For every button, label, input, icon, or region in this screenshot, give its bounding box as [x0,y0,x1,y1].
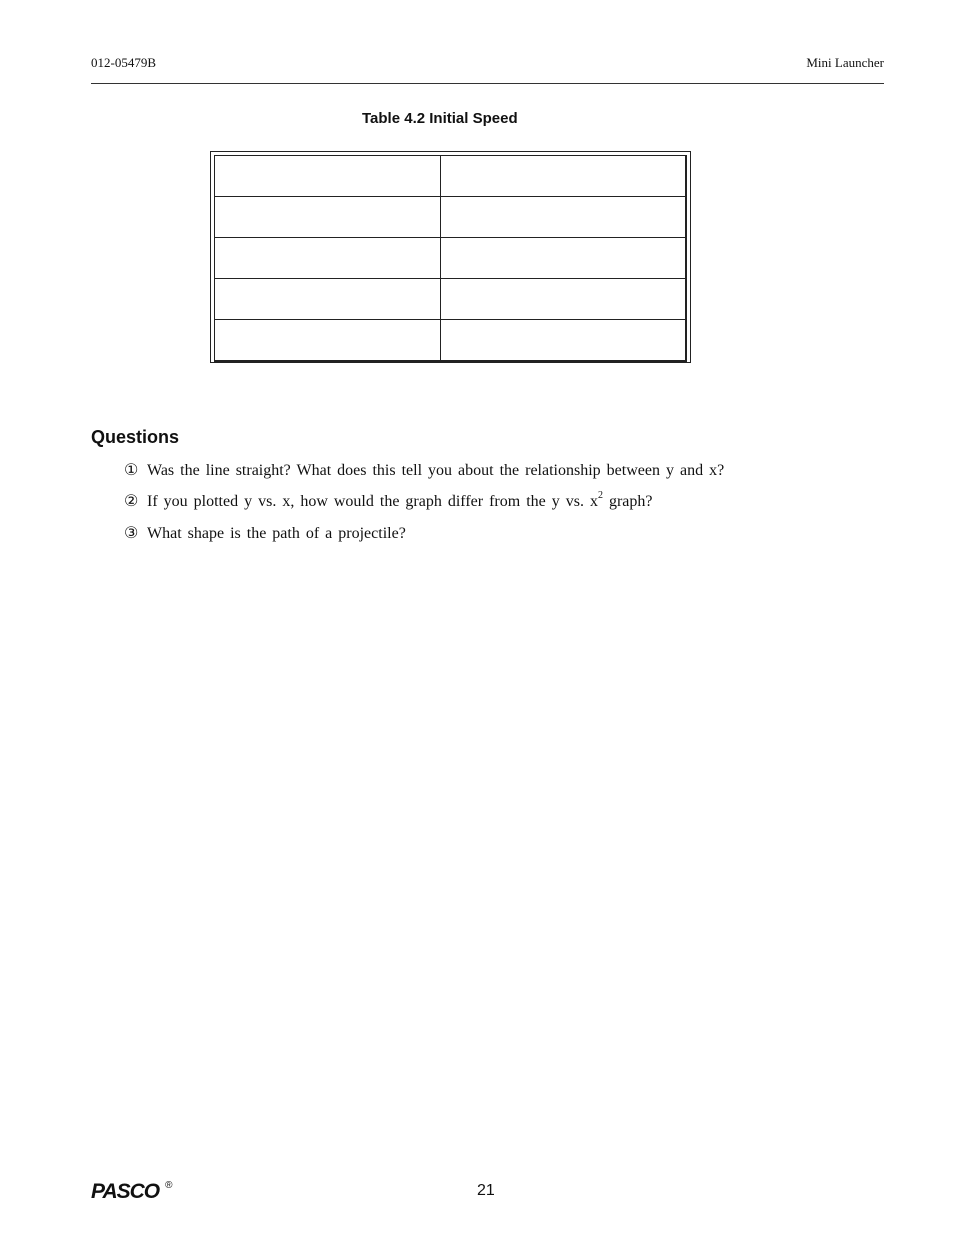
question-number: ③ [124,525,139,542]
table-cell [441,197,687,238]
page-header [91,53,884,84]
table-cell [441,279,687,320]
table-cell [441,320,687,362]
table-cell [215,279,441,320]
product-name: Mini Launcher [806,55,884,70]
initial-speed-table-frame [210,151,691,363]
initial-speed-table [214,155,687,362]
logo-text: PASCO [91,1180,160,1203]
registered-mark: ® [165,1180,173,1191]
table-row [215,279,687,320]
question-number: ① [124,462,139,479]
questions-heading: Questions [91,427,180,447]
pasco-logo [91,1180,173,1204]
question-item [124,491,653,511]
table-cell [215,156,441,197]
question-text: Was the line straight? What does this tell you about the relationship between y and x? [147,462,725,479]
table-cell [441,156,687,197]
table-row [215,320,687,362]
table-cell [215,320,441,362]
question-text: If you plotted y vs. x, how would the graph differ from the y vs. x [147,493,598,510]
question-number: ② [124,493,139,510]
table-row [215,156,687,197]
superscript-exponent: 2 [597,489,603,501]
table-cell [215,197,441,238]
question-text-end: graph? [602,493,653,510]
page-number: 21 [477,1182,495,1199]
table-title: Table 4.2 Initial Speed [362,110,518,127]
question-item [124,523,406,543]
question-item [124,460,724,480]
table-row [215,197,687,238]
question-text: What shape is the path of a projectile? [147,525,406,542]
table-cell [441,238,687,279]
table-row [215,238,687,279]
table-cell [215,238,441,279]
document-number: 012-05479B [91,55,156,70]
